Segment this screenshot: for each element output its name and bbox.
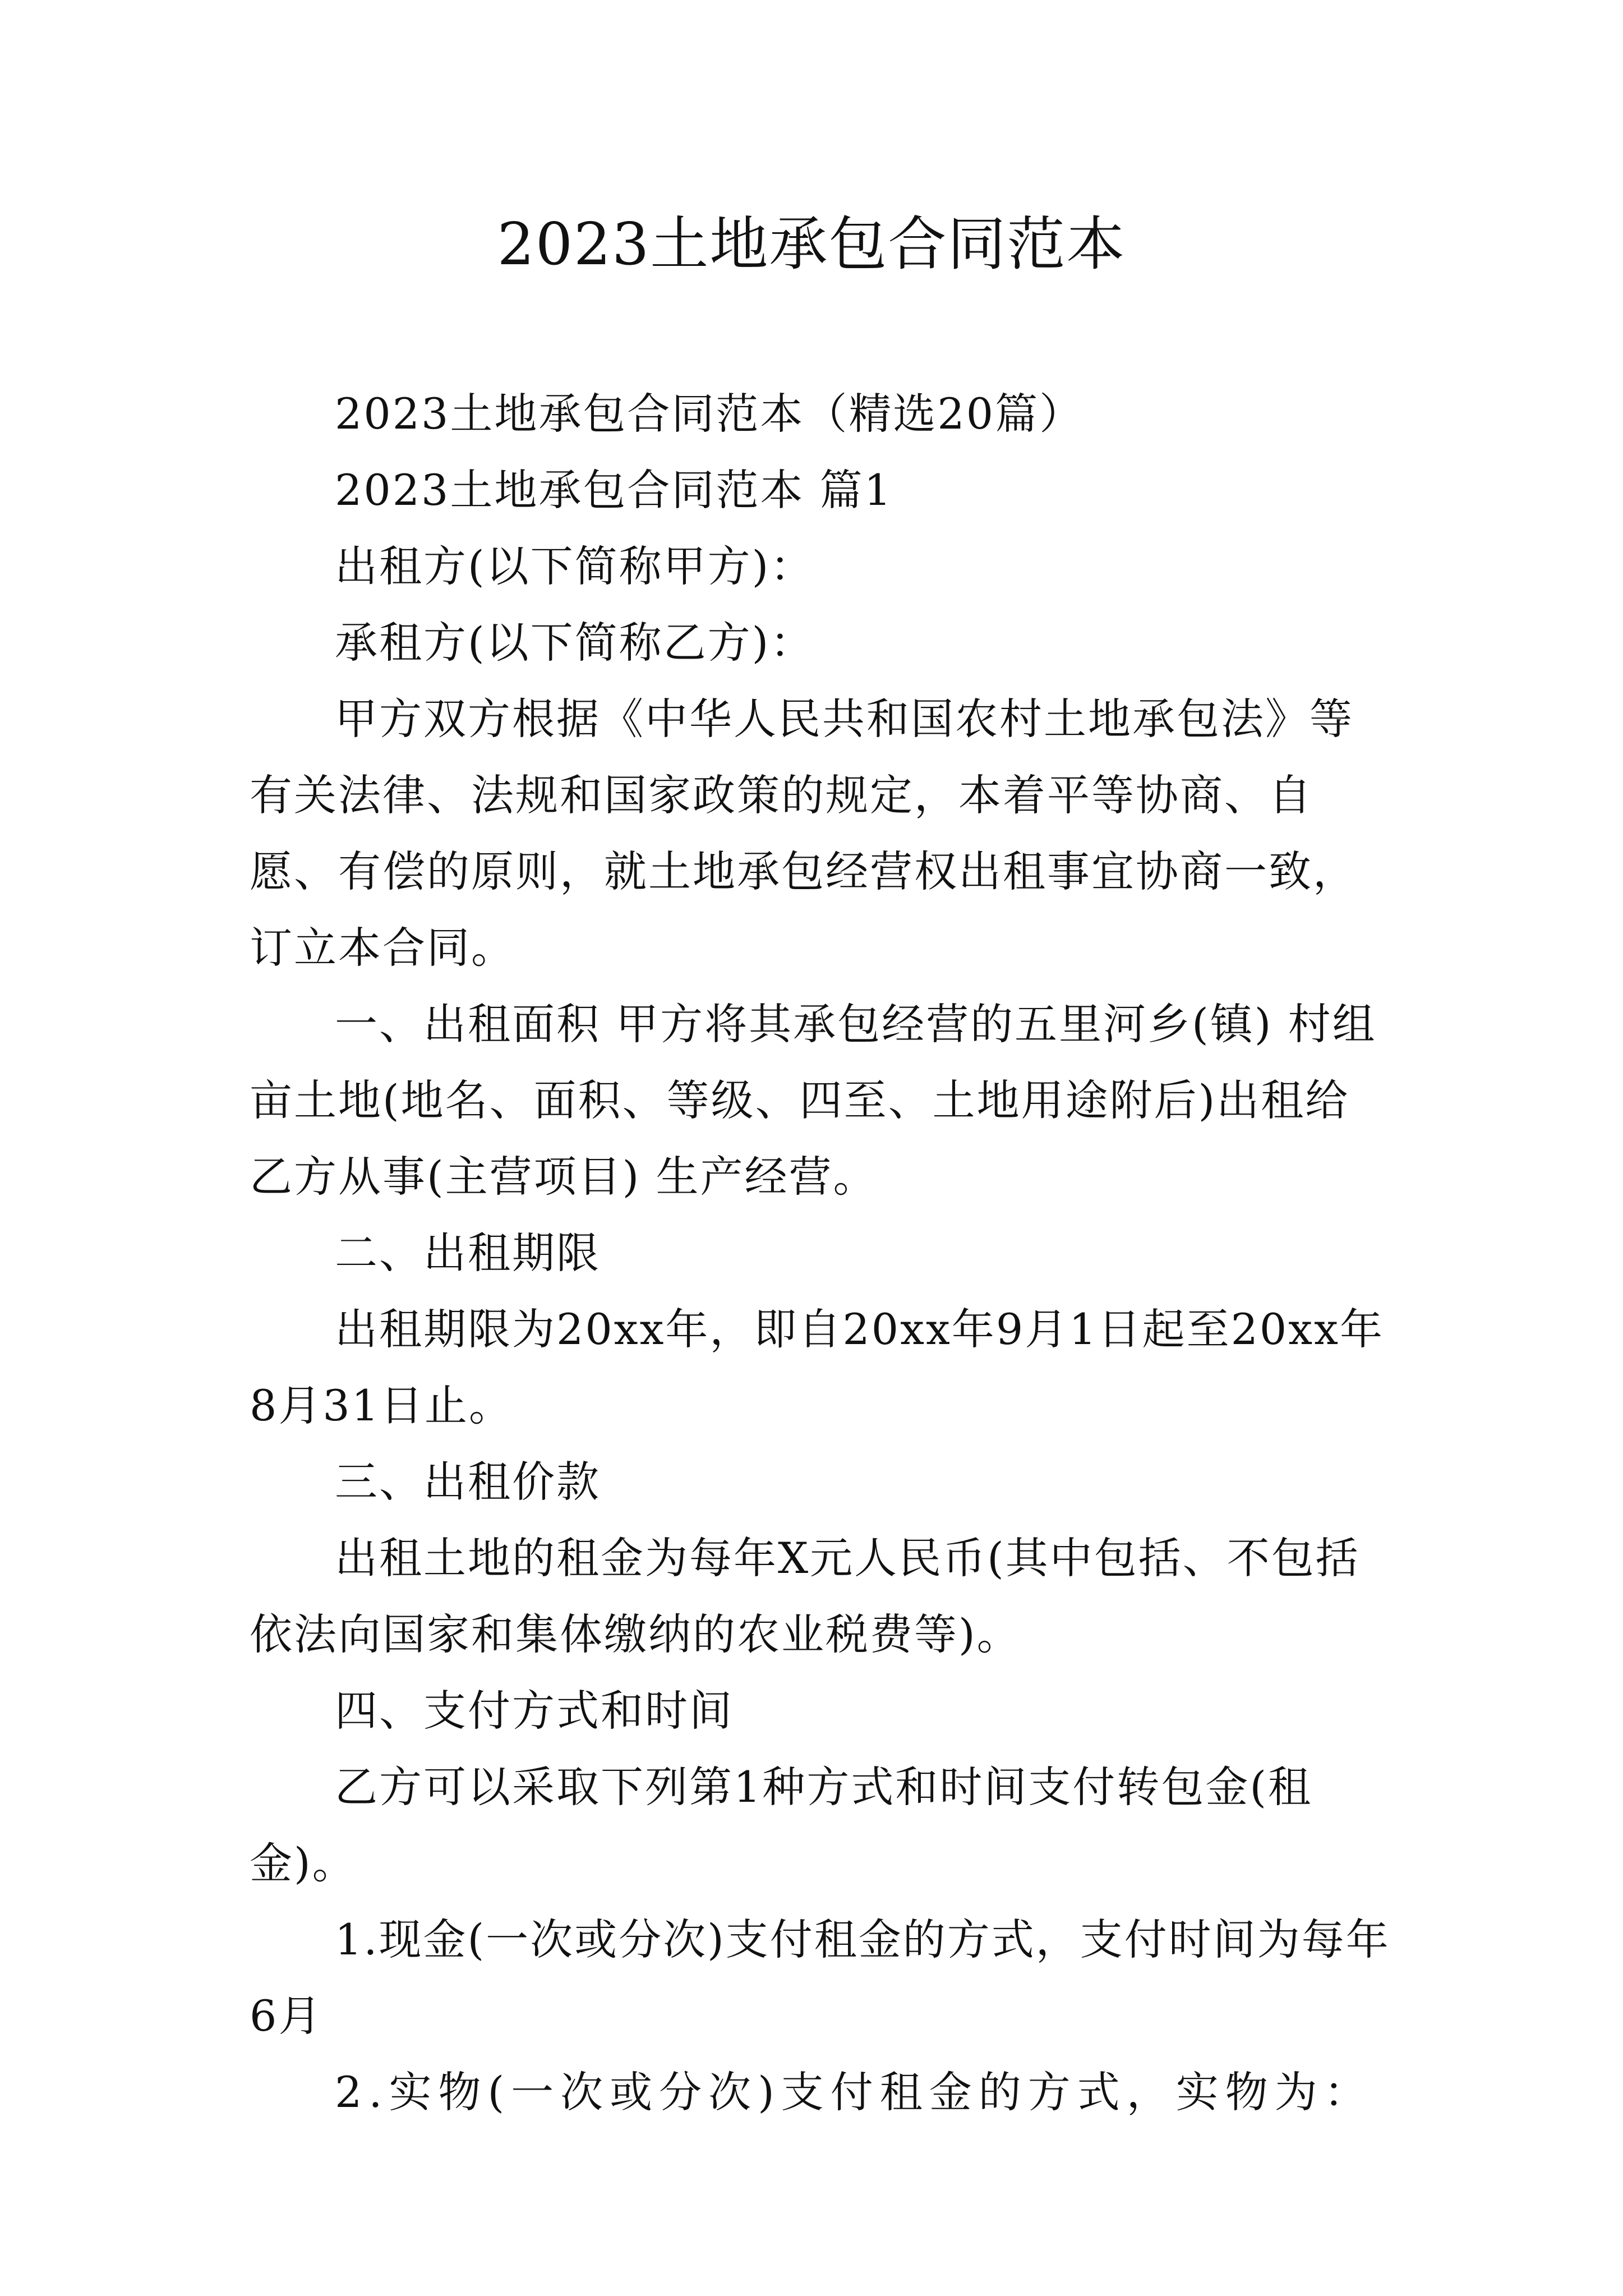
paragraph-payment-choice: 乙方可以采取下列第1种方式和时间支付转包金(租金)。 xyxy=(250,1762,1313,1888)
paragraph-heading-payment: 四、支付方式和时间 xyxy=(335,1686,734,1736)
paragraph-clause-area: 一、出租面积 甲方将其承包经营的五里河乡(镇) 村组亩土地(地名、面积、等级、四至、土地用途附后)出租给乙方从事(主营项目) 生产经营。 xyxy=(250,999,1377,1202)
paragraph-subtitle: 2023土地承包合同范本（精选20篇） xyxy=(335,389,1084,439)
paragraph-lessor: 出租方(以下简称甲方)： xyxy=(335,541,815,591)
document-title: 2023土地承包合同范本 xyxy=(497,210,1126,278)
paragraph-price: 出租土地的租金为每年X元人民币(其中包括、不包括依法向国家和集体缴纳的农业税费等)。 xyxy=(250,1533,1360,1659)
document-body xyxy=(250,376,1394,2131)
paragraph-payment-kind: 2.实物(一次或分次)支付租金的方式，实物为： xyxy=(335,2067,1373,2117)
paragraph-section-heading: 2023土地承包合同范本 篇1 xyxy=(335,465,893,515)
paragraph-heading-price: 三、出租价款 xyxy=(335,1457,601,1507)
paragraph-heading-term: 二、出租期限 xyxy=(335,1228,601,1278)
paragraph-preamble: 甲方双方根据《中华人民共和国农村土地承包法》等有关法律、法规和国家政策的规定，本着平等协商、自愿、有偿的原则，就土地承包经营权出租事宜协商一致，订立本合同。 xyxy=(250,694,1357,973)
paragraph-payment-cash: 1.现金(一次或分次)支付租金的方式，支付时间为每年6月 xyxy=(250,1915,1390,2041)
paragraph-term: 出租期限为20xx年，即自20xx年9月1日起至20xx年8月31日止。 xyxy=(250,1304,1384,1430)
paragraph-lessee: 承租方(以下简称乙方)： xyxy=(335,618,815,668)
